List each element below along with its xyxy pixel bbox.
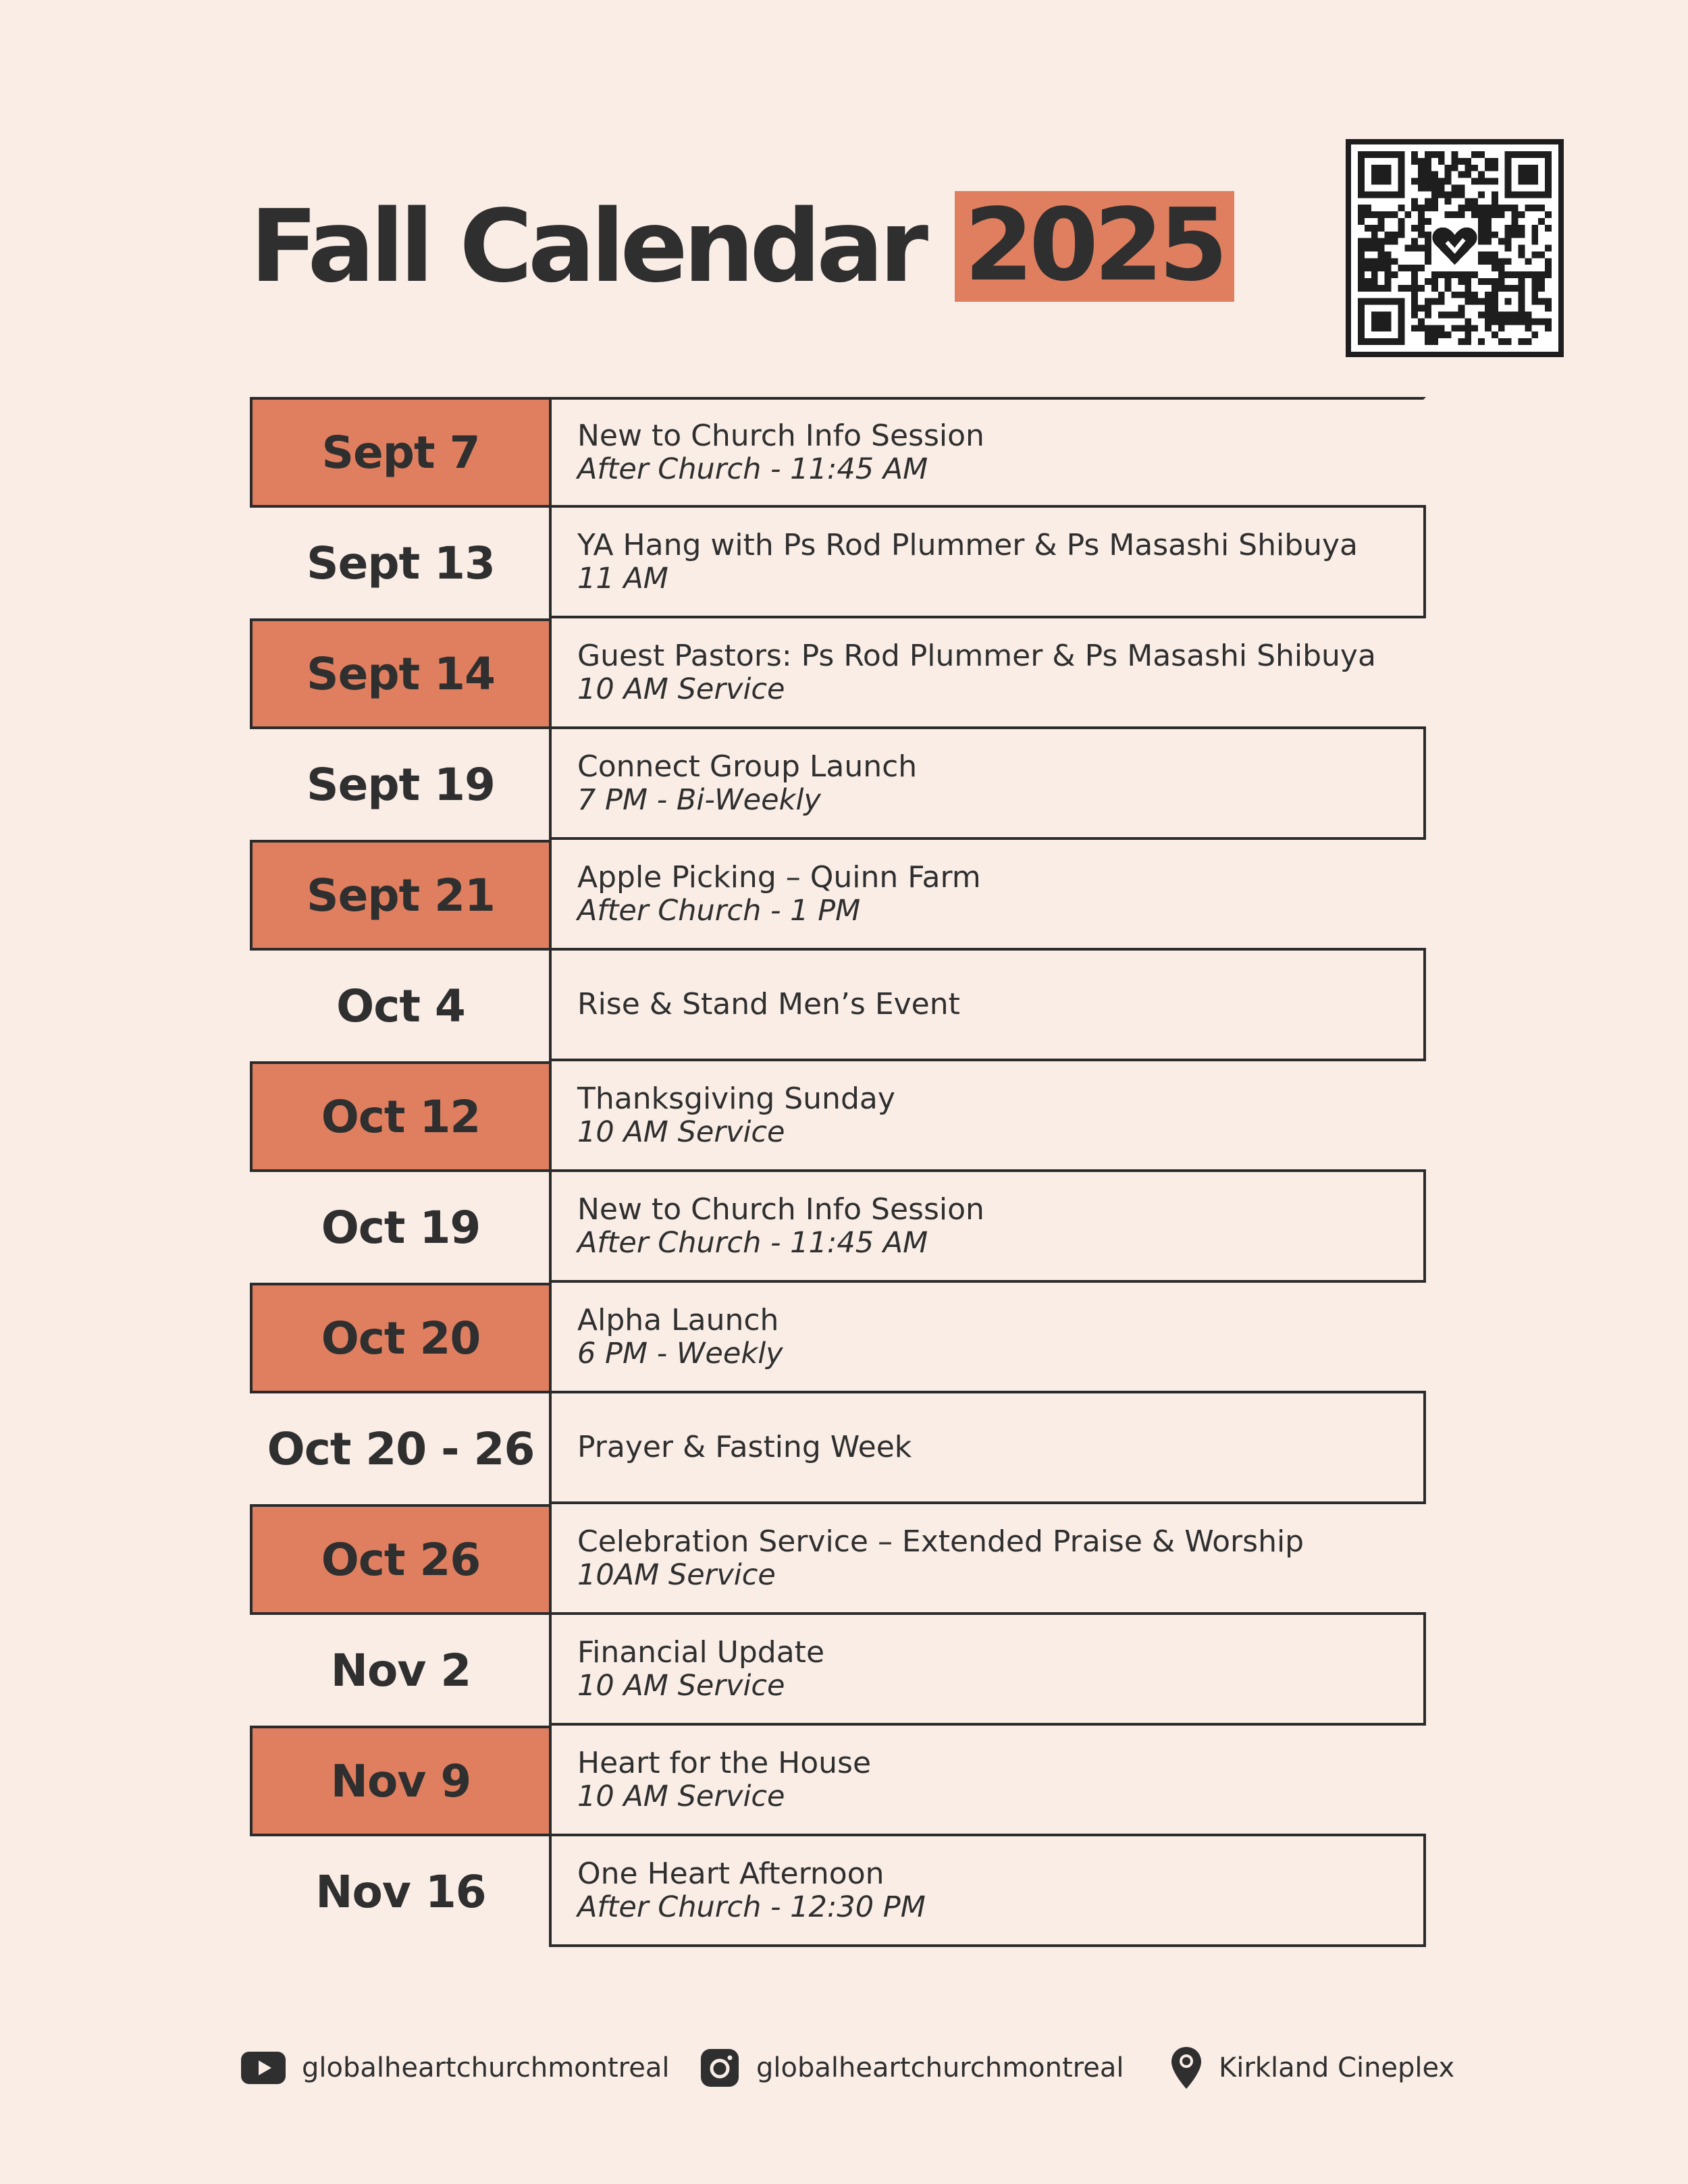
event-title: Heart for the House xyxy=(577,1746,872,1781)
event-date: Oct 19 xyxy=(321,1201,481,1254)
event-date: Sept 7 xyxy=(250,397,552,508)
event-details xyxy=(552,397,1426,508)
event-date: Oct 20 xyxy=(250,1283,552,1393)
event-time: 11 AM xyxy=(577,561,668,595)
qr-code[interactable] xyxy=(1346,139,1564,357)
event-title: Alpha Launch xyxy=(577,1303,779,1338)
event-details xyxy=(552,1280,1426,1393)
event-date: Oct 4 xyxy=(336,980,465,1032)
event-date: Sept 13 xyxy=(307,537,495,589)
event-row xyxy=(250,618,1426,729)
event-time: After Church - 12:30 PM xyxy=(577,1890,926,1924)
instagram-link[interactable] xyxy=(700,2044,1124,2092)
event-time: 7 PM - Bi-Weekly xyxy=(577,782,821,817)
event-details xyxy=(549,1612,1426,1726)
event-time: 10AM Service xyxy=(577,1557,776,1592)
event-details xyxy=(549,948,1426,1061)
event-title: YA Hang with Ps Rod Plummer & Ps Masashi Shibuya xyxy=(577,528,1359,563)
event-time: 6 PM - Weekly xyxy=(577,1336,783,1370)
instagram-handle: globalheartchurchmontreal xyxy=(756,2052,1124,2083)
event-details xyxy=(549,1834,1426,1947)
event-row xyxy=(250,1061,1426,1172)
event-row xyxy=(250,397,1426,508)
location-link[interactable] xyxy=(1170,2044,1454,2092)
instagram-icon xyxy=(700,2048,740,2088)
event-date: Oct 12 xyxy=(250,1061,552,1172)
event-title: Prayer & Fasting Week xyxy=(577,1430,912,1465)
event-details xyxy=(549,726,1426,840)
youtube-link[interactable] xyxy=(241,2044,669,2092)
event-title: Thanksgiving Sunday xyxy=(577,1082,895,1117)
event-details xyxy=(549,1391,1426,1504)
event-row xyxy=(250,840,1426,951)
footer xyxy=(0,2044,1688,2092)
event-date: Nov 16 xyxy=(315,1865,486,1918)
event-title: New to Church Info Session xyxy=(577,1192,984,1227)
event-title: Celebration Service – Extended Praise & Worship xyxy=(577,1524,1304,1560)
event-time: After Church - 11:45 AM xyxy=(577,452,928,486)
event-row xyxy=(250,1615,1426,1726)
event-details xyxy=(552,1059,1426,1172)
event-row xyxy=(250,1726,1426,1836)
youtube-icon xyxy=(241,2052,286,2084)
map-pin-icon xyxy=(1170,2046,1203,2090)
event-date: Nov 9 xyxy=(250,1726,552,1836)
event-row xyxy=(250,951,1426,1061)
event-details xyxy=(549,1169,1426,1283)
event-row xyxy=(250,1393,1426,1504)
event-time: After Church - 11:45 AM xyxy=(577,1225,928,1260)
event-title: Guest Pastors: Ps Rod Plummer & Ps Masashi Shibuya xyxy=(577,639,1376,674)
event-title: Apple Picking – Quinn Farm xyxy=(577,860,981,895)
event-time: 10 AM Service xyxy=(577,1115,785,1149)
event-date: Sept 14 xyxy=(250,618,552,729)
event-schedule-table xyxy=(250,397,1426,1947)
event-date: Sept 21 xyxy=(250,840,552,951)
page-title: Fall Calendar xyxy=(250,188,924,304)
event-details xyxy=(552,837,1426,951)
event-date: Oct 20 - 26 xyxy=(267,1422,535,1475)
event-title: New to Church Info Session xyxy=(577,419,984,454)
event-title: Financial Update xyxy=(577,1635,825,1670)
event-title: Connect Group Launch xyxy=(577,749,918,784)
youtube-handle: globalheartchurchmontreal xyxy=(302,2052,670,2083)
title-year-badge: 2025 xyxy=(955,191,1234,302)
event-date: Nov 2 xyxy=(330,1644,471,1697)
event-row xyxy=(250,1836,1426,1947)
event-row xyxy=(250,1283,1426,1393)
event-title: Rise & Stand Men’s Event xyxy=(577,987,960,1022)
event-time: 10 AM Service xyxy=(577,1668,785,1703)
event-title: One Heart Afternoon xyxy=(577,1857,885,1892)
event-details xyxy=(549,505,1426,618)
event-date: Oct 26 xyxy=(250,1504,552,1615)
event-time: 10 AM Service xyxy=(577,1779,785,1813)
event-row xyxy=(250,1172,1426,1283)
event-row xyxy=(250,508,1426,618)
event-date: Sept 19 xyxy=(307,758,495,811)
location-name: Kirkland Cineplex xyxy=(1219,2052,1455,2083)
event-details xyxy=(552,1723,1426,1836)
event-time: After Church - 1 PM xyxy=(577,893,861,928)
page-header xyxy=(250,187,1234,304)
event-details xyxy=(552,1501,1426,1615)
event-details xyxy=(552,616,1426,729)
event-time: 10 AM Service xyxy=(577,672,785,706)
event-row xyxy=(250,729,1426,840)
event-row xyxy=(250,1504,1426,1615)
qr-code-icon xyxy=(1358,151,1552,345)
